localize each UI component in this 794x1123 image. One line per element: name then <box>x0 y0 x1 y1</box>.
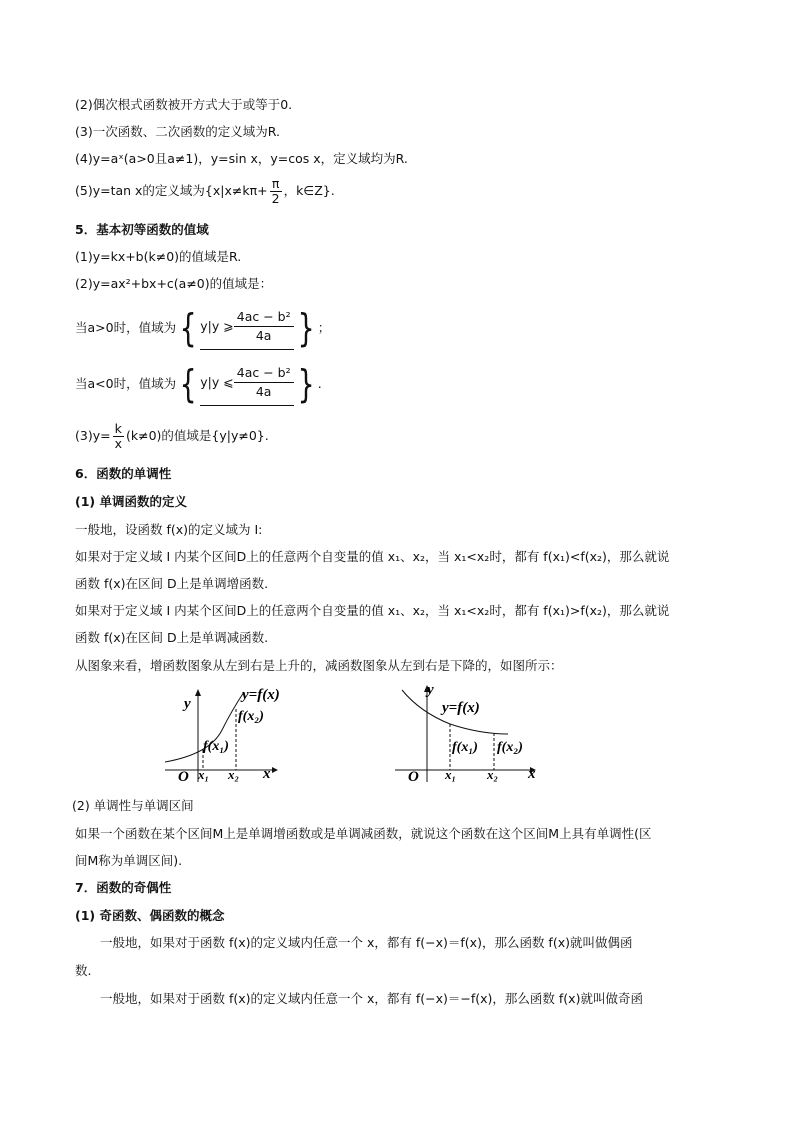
section-heading: 6．函数的单调性 <box>75 466 172 481</box>
text-line: 数. <box>75 963 92 978</box>
text-line: 如果一个函数在某个区间M上是单调增函数或是单调减函数，就说这个函数在这个区间M上具有单调性(区 <box>75 826 652 841</box>
text-fragment: ； <box>317 319 331 335</box>
right-brace: } <box>297 361 315 406</box>
left-brace: { <box>179 361 197 406</box>
decreasing-function-graph <box>390 682 545 792</box>
denominator: 4a <box>255 384 272 399</box>
text-line: 函数 f(x)在区间 D上是单调减函数. <box>75 630 269 645</box>
text-fragment: 当a<0时，值域为 <box>75 375 177 391</box>
set-expression <box>200 306 293 350</box>
y-axis-arrow <box>195 689 201 696</box>
set-expression <box>200 362 293 406</box>
text-line: 一般地，如果对于函数 f(x)的定义域内任意一个 x，都有 f(−x)＝−f(x)，那么函数 f(x)就叫做奇函 <box>100 991 643 1006</box>
text-fragment: ，k∈Z}. <box>283 183 335 198</box>
curve-label: y=f(x) <box>242 687 280 703</box>
left-brace: { <box>179 305 197 350</box>
numerator: 4ac − b² <box>234 308 294 327</box>
text-line: 一般地，如果对于函数 f(x)的定义域内任意一个 x，都有 f(−x)＝f(x)，那么函数 f(x)就叫做偶函 <box>100 935 633 950</box>
numerator: π <box>270 177 282 192</box>
text-line: (2)偶次根式函数被开方式大于或等于0. <box>75 97 293 112</box>
text-line <box>75 362 322 406</box>
text-fragment: (5)y=tan x的定义域为{x|x≠kπ+ <box>75 183 268 198</box>
text-line: (2)y=ax²+bx+c(a≠0)的值域是： <box>75 276 273 291</box>
origin-label: O <box>408 769 419 785</box>
subsection-heading: (1) 单调函数的定义 <box>75 494 187 509</box>
set-condition: y|y ⩾ <box>200 318 234 334</box>
denominator: 4a <box>255 328 272 343</box>
set-condition: y|y ⩽ <box>200 374 234 390</box>
denominator: 2 <box>271 191 280 206</box>
text-line <box>75 306 330 350</box>
numerator: k <box>113 422 124 437</box>
fx1-label: f(x₁) <box>203 739 229 754</box>
fx2-label: f(x₂) <box>497 740 523 755</box>
fraction <box>113 422 124 451</box>
text-line: 函数 f(x)在区间 D上是单调增函数. <box>75 576 269 591</box>
numerator: 4ac − b² <box>234 364 294 383</box>
x-axis-arrow <box>272 767 278 773</box>
text-line: (4)y=aˣ(a>0且a≠1)，y=sin x，y=cos x，定义域均为R. <box>75 151 408 166</box>
text-line: 如果对于定义域 I 内某个区间D上的任意两个自变量的值 x₁、x₂，当 x₁<x₂时，都有 f(x₁)>f(x₂)，那么就说 <box>75 603 670 618</box>
text-fragment: (k≠0)的值域是{y|y≠0}. <box>125 428 269 443</box>
fx2-label: f(x₂) <box>238 709 264 724</box>
text-line: 一般地，设函数 f(x)的定义域为 I: <box>75 522 263 537</box>
fraction <box>234 308 294 345</box>
text-line: 从图象来看，增函数图象从左到右是上升的，减函数图象从左到右是下降的，如图所示： <box>75 658 563 673</box>
text-line: (3)一次函数、二次函数的定义域为R. <box>75 124 280 139</box>
origin-label: O <box>178 769 189 785</box>
right-brace: } <box>297 305 315 350</box>
denominator: x <box>114 436 122 451</box>
x2-label: x₂ <box>487 767 499 782</box>
curve-label: y=f(x) <box>442 700 480 716</box>
y-label: y <box>427 682 434 698</box>
text-fragment: (3)y= <box>75 428 111 443</box>
section-heading: 5．基本初等函数的值域 <box>75 222 209 237</box>
text-line: 如果对于定义域 I 内某个区间D上的任意两个自变量的值 x₁、x₂，当 x₁<x₂时，都有 f(x₁)<f(x₂)，那么就说 <box>75 549 670 564</box>
section-heading: 7．函数的奇偶性 <box>75 880 172 895</box>
subsection-heading: (2) 单调性与单调区间 <box>72 798 194 813</box>
text-fragment: . <box>317 375 322 391</box>
x2-label: x₂ <box>228 767 240 782</box>
text-line: 间M称为单调区间). <box>75 853 183 868</box>
x-label: x <box>528 766 536 782</box>
fx1-label: f(x₁) <box>452 740 478 755</box>
subsection-heading: (1) 奇函数、偶函数的概念 <box>75 908 225 923</box>
x1-label: x₁ <box>198 767 210 782</box>
text-fragment: 当a>0时，值域为 <box>75 319 177 335</box>
x-label: x <box>263 766 271 782</box>
text-line <box>75 177 335 206</box>
text-line: (1)y=kx+b(k≠0)的值域是R. <box>75 249 242 264</box>
fraction <box>270 177 282 206</box>
increasing-function-graph <box>160 682 290 792</box>
y-label: y <box>184 696 191 712</box>
text-line <box>75 422 269 451</box>
fraction <box>234 364 294 401</box>
x1-label: x₁ <box>445 767 457 782</box>
